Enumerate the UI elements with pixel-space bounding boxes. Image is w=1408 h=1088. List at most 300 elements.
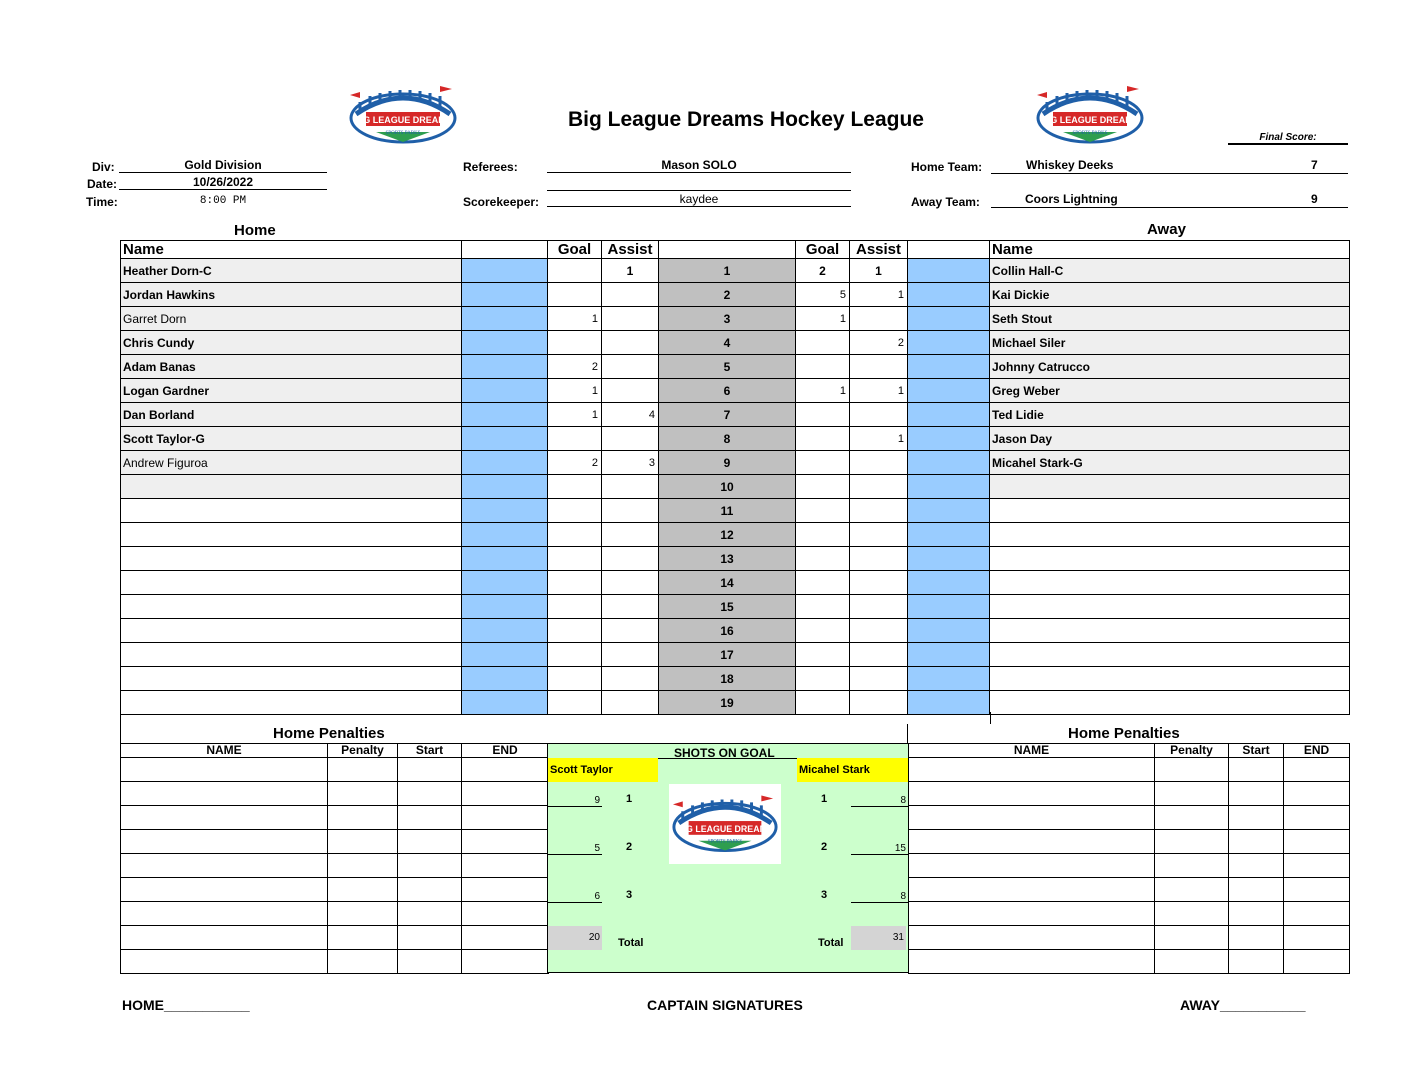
penalty-cell[interactable] xyxy=(462,806,549,830)
penalty-row xyxy=(121,878,549,902)
away-player-name: Greg Weber xyxy=(990,379,1350,403)
home-goal-cell: 2 xyxy=(548,451,602,475)
roster-row xyxy=(121,427,1350,451)
penalty-cell[interactable] xyxy=(1229,854,1284,878)
away-assist-header: Assist xyxy=(850,241,908,259)
away-blue-cell xyxy=(908,619,990,643)
roster-table xyxy=(120,240,1350,715)
penalty-cell[interactable] xyxy=(328,878,398,902)
penalty-cell[interactable] xyxy=(1229,830,1284,854)
away-blue-cell xyxy=(908,547,990,571)
home-blue-cell xyxy=(462,499,548,523)
home-blue-cell xyxy=(462,355,548,379)
penalty-row xyxy=(909,782,1350,806)
home-player-name xyxy=(121,475,462,499)
penalty-cell[interactable] xyxy=(328,926,398,950)
away-assist-cell xyxy=(850,355,908,379)
penalty-cell[interactable] xyxy=(1155,950,1229,974)
penalty-cell[interactable] xyxy=(1155,926,1229,950)
roster-row xyxy=(121,355,1350,379)
home-player-name xyxy=(121,691,462,715)
away-player-name xyxy=(990,595,1350,619)
home-assist-cell xyxy=(602,475,659,499)
home-goal-cell xyxy=(548,499,602,523)
roster-row xyxy=(121,283,1350,307)
home-team-label: Home Team: xyxy=(911,160,983,174)
away-assist-cell xyxy=(850,547,908,571)
away-player-name xyxy=(990,499,1350,523)
away-player-name: Ted Lidie xyxy=(990,403,1350,427)
number-header xyxy=(659,241,796,259)
roster-row xyxy=(121,451,1350,475)
away-blank-header xyxy=(908,241,990,259)
penalty-cell[interactable] xyxy=(1284,878,1350,902)
penalty-divider-stub xyxy=(907,724,908,744)
penalty-cell[interactable] xyxy=(1229,926,1284,950)
home-player-name: Garret Dorn xyxy=(121,307,462,331)
penalty-cell[interactable] xyxy=(1229,878,1284,902)
home-goal-cell xyxy=(548,643,602,667)
home-goalie-name: Scott Taylor xyxy=(548,758,658,782)
away-assist-cell: 1 xyxy=(850,379,908,403)
referees-second-line xyxy=(547,176,851,191)
away-assist-cell: 1 xyxy=(850,427,908,451)
roster-row xyxy=(121,475,1350,499)
home-assist-cell xyxy=(602,523,659,547)
svg-text:SPORTS PARKS: SPORTS PARKS xyxy=(707,839,743,845)
penalty-cell[interactable] xyxy=(328,830,398,854)
away-goal-cell xyxy=(796,619,850,643)
penalty-row xyxy=(121,806,549,830)
home-period-line xyxy=(548,854,602,855)
penalty-cell[interactable] xyxy=(1284,806,1350,830)
penalty-cell[interactable] xyxy=(121,950,328,974)
penalty-cell[interactable] xyxy=(909,878,1155,902)
away-penalties-table xyxy=(908,743,1350,974)
penalty-cell[interactable] xyxy=(121,758,328,782)
home-goal-cell xyxy=(548,691,602,715)
penalty-row xyxy=(121,854,549,878)
away-player-name: Micahel Stark-G xyxy=(990,451,1350,475)
away-pen-name-header: NAME xyxy=(909,744,1155,758)
row-number: 11 xyxy=(659,499,796,523)
penalty-cell[interactable] xyxy=(328,902,398,926)
svg-text:BIG LEAGUE DREAMS: BIG LEAGUE DREAMS xyxy=(1041,115,1139,125)
away-goal-cell: 1 xyxy=(796,307,850,331)
penalty-cell[interactable] xyxy=(909,926,1155,950)
home-team-line xyxy=(991,158,1348,174)
penalty-cell[interactable] xyxy=(398,782,462,806)
away-assist-cell xyxy=(850,691,908,715)
home-blue-cell xyxy=(462,643,548,667)
penalty-cell[interactable] xyxy=(398,902,462,926)
page-title: Big League Dreams Hockey League xyxy=(568,108,924,131)
penalty-cell[interactable] xyxy=(1155,758,1229,782)
home-goal-cell xyxy=(548,571,602,595)
penalty-cell[interactable] xyxy=(121,902,328,926)
away-period-line xyxy=(851,902,908,903)
home-assist-cell: 1 xyxy=(602,259,659,283)
away-player-name xyxy=(990,571,1350,595)
penalty-cell[interactable] xyxy=(1155,782,1229,806)
row-number: 14 xyxy=(659,571,796,595)
home-goal-cell xyxy=(548,523,602,547)
penalty-cell[interactable] xyxy=(398,758,462,782)
roster-row xyxy=(121,691,1350,715)
svg-text:SPORTS PARKS: SPORTS PARKS xyxy=(1072,131,1108,136)
penalty-row xyxy=(909,758,1350,782)
home-assist-cell xyxy=(602,379,659,403)
home-period-shots: 5 xyxy=(594,843,600,854)
penalty-cell[interactable] xyxy=(398,854,462,878)
home-blue-cell xyxy=(462,331,548,355)
away-score: 9 xyxy=(1311,192,1318,206)
away-player-name xyxy=(990,643,1350,667)
away-goal-cell xyxy=(796,475,850,499)
penalty-row xyxy=(121,926,549,950)
home-goal-cell xyxy=(548,547,602,571)
home-assist-header: Assist xyxy=(602,241,659,259)
away-player-name: Michael Siler xyxy=(990,331,1350,355)
penalty-row xyxy=(909,950,1350,974)
away-blue-cell xyxy=(908,379,990,403)
penalty-cell[interactable] xyxy=(1284,830,1350,854)
home-blue-cell xyxy=(462,427,548,451)
penalty-cell[interactable] xyxy=(121,926,328,950)
home-roster-title: Home xyxy=(234,222,276,239)
home-goal-cell: 1 xyxy=(548,379,602,403)
penalty-cell[interactable] xyxy=(909,758,1155,782)
home-blue-cell xyxy=(462,307,548,331)
penalty-cell[interactable] xyxy=(398,950,462,974)
roster-row xyxy=(121,331,1350,355)
penalty-cell[interactable] xyxy=(398,830,462,854)
penalty-cell[interactable] xyxy=(462,902,549,926)
away-blue-cell xyxy=(908,451,990,475)
away-goal-header: Goal xyxy=(796,241,850,259)
home-pen-name-header: NAME xyxy=(121,744,328,758)
away-goal-cell xyxy=(796,571,850,595)
away-assist-cell: 1 xyxy=(850,259,908,283)
home-player-name xyxy=(121,499,462,523)
home-player-name xyxy=(121,643,462,667)
away-shots-total: 31 xyxy=(851,926,906,950)
penalty-cell[interactable] xyxy=(328,758,398,782)
row-number: 1 xyxy=(659,259,796,283)
away-blue-cell xyxy=(908,427,990,451)
away-blue-cell xyxy=(908,643,990,667)
row-number: 6 xyxy=(659,379,796,403)
away-goal-cell xyxy=(796,523,850,547)
row-number: 16 xyxy=(659,619,796,643)
home-period-line xyxy=(548,806,602,807)
away-period-label: 3 xyxy=(821,889,828,901)
svg-text:BIG LEAGUE DREAMS: BIG LEAGUE DREAMS xyxy=(677,823,773,834)
home-period-label: 1 xyxy=(626,793,633,805)
away-goal-cell xyxy=(796,691,850,715)
away-goal-cell xyxy=(796,331,850,355)
home-player-name: Chris Cundy xyxy=(121,331,462,355)
away-goal-cell: 5 xyxy=(796,283,850,307)
time-value: 8:00 PM xyxy=(199,195,247,207)
away-player-name: Jason Day xyxy=(990,427,1350,451)
penalty-cell[interactable] xyxy=(462,782,549,806)
away-blue-cell xyxy=(908,667,990,691)
home-penalties-table xyxy=(120,743,549,974)
penalty-cell[interactable] xyxy=(1229,782,1284,806)
penalty-cell[interactable] xyxy=(1284,782,1350,806)
away-assist-cell xyxy=(850,523,908,547)
penalty-row xyxy=(909,902,1350,926)
roster-row xyxy=(121,643,1350,667)
home-total-label: Total xyxy=(618,937,644,949)
away-assist-cell: 1 xyxy=(850,283,908,307)
roster-row xyxy=(121,499,1350,523)
penalty-cell[interactable] xyxy=(909,806,1155,830)
away-blue-cell xyxy=(908,523,990,547)
away-player-name: Collin Hall-C xyxy=(990,259,1350,283)
penalty-cell[interactable] xyxy=(909,782,1155,806)
away-goal-cell xyxy=(796,499,850,523)
away-player-name: Johnny Catrucco xyxy=(990,355,1350,379)
away-blue-cell xyxy=(908,595,990,619)
away-period-line xyxy=(851,854,908,855)
row-number: 17 xyxy=(659,643,796,667)
home-team-value: Whiskey Deeks xyxy=(1026,158,1114,172)
away-penalties-title: Home Penalties xyxy=(1068,725,1180,742)
away-period-label: 2 xyxy=(821,841,828,853)
row-number: 15 xyxy=(659,595,796,619)
final-score-label: Final Score: xyxy=(1228,132,1348,145)
svg-text:BIG LEAGUE DREAMS: BIG LEAGUE DREAMS xyxy=(354,115,452,125)
away-blue-cell xyxy=(908,403,990,427)
row-number: 3 xyxy=(659,307,796,331)
home-assist-cell xyxy=(602,331,659,355)
home-goal-cell xyxy=(548,283,602,307)
away-assist-cell xyxy=(850,667,908,691)
home-blue-cell xyxy=(462,451,548,475)
home-goal-cell: 1 xyxy=(548,307,602,331)
away-period-shots: 15 xyxy=(894,843,906,854)
div-label: Div: xyxy=(92,160,115,174)
penalty-cell[interactable] xyxy=(909,950,1155,974)
home-score: 7 xyxy=(1311,158,1318,172)
home-player-name xyxy=(121,619,462,643)
roster-row xyxy=(121,619,1350,643)
penalty-cell[interactable] xyxy=(121,878,328,902)
home-assist-cell xyxy=(602,691,659,715)
roster-row xyxy=(121,379,1350,403)
penalty-cell[interactable] xyxy=(1284,854,1350,878)
penalty-cell[interactable] xyxy=(1155,878,1229,902)
penalty-cell[interactable] xyxy=(328,950,398,974)
away-assist-cell xyxy=(850,451,908,475)
roster-row xyxy=(121,403,1350,427)
home-player-name: Jordan Hawkins xyxy=(121,283,462,307)
penalty-cell[interactable] xyxy=(328,806,398,830)
away-blue-cell xyxy=(908,331,990,355)
away-player-name xyxy=(990,523,1350,547)
away-assist-cell xyxy=(850,475,908,499)
shots-title: SHOTS ON GOAL xyxy=(674,746,775,760)
league-logo-left xyxy=(346,84,460,151)
home-goal-cell xyxy=(548,595,602,619)
away-player-name xyxy=(990,475,1350,499)
row-number: 19 xyxy=(659,691,796,715)
away-goal-cell xyxy=(796,667,850,691)
away-player-name xyxy=(990,547,1350,571)
row-number: 12 xyxy=(659,523,796,547)
away-assist-cell: 2 xyxy=(850,331,908,355)
penalty-cell[interactable] xyxy=(398,806,462,830)
row-number: 7 xyxy=(659,403,796,427)
home-player-name xyxy=(121,571,462,595)
home-assist-cell xyxy=(602,307,659,331)
home-pen-penalty-header: Penalty xyxy=(328,744,398,758)
home-assist-cell xyxy=(602,427,659,451)
penalty-cell[interactable] xyxy=(1229,806,1284,830)
penalty-cell[interactable] xyxy=(909,902,1155,926)
penalty-cell[interactable] xyxy=(462,926,549,950)
home-penalties-title: Home Penalties xyxy=(273,725,385,742)
roster-row xyxy=(121,595,1350,619)
away-assist-cell xyxy=(850,643,908,667)
penalty-cell[interactable] xyxy=(462,854,549,878)
away-goal-cell xyxy=(796,595,850,619)
home-player-name xyxy=(121,595,462,619)
penalty-cell[interactable] xyxy=(1155,830,1229,854)
home-pen-end-header: END xyxy=(462,744,549,758)
penalty-cell[interactable] xyxy=(121,830,328,854)
away-signature: AWAY___________ xyxy=(1180,997,1306,1013)
home-goal-cell: 2 xyxy=(548,355,602,379)
home-blank-header xyxy=(462,241,548,259)
penalty-cell[interactable] xyxy=(398,926,462,950)
away-team-value: Coors Lightning xyxy=(1025,192,1118,206)
penalty-cell[interactable] xyxy=(121,806,328,830)
home-blue-cell xyxy=(462,619,548,643)
penalty-row xyxy=(121,902,549,926)
home-pen-start-header: Start xyxy=(398,744,462,758)
roster-row xyxy=(121,259,1350,283)
penalty-cell[interactable] xyxy=(462,878,549,902)
penalty-row xyxy=(121,758,549,782)
away-period-shots: 8 xyxy=(900,795,906,806)
home-player-name xyxy=(121,523,462,547)
penalty-cell[interactable] xyxy=(462,950,549,974)
home-period-shots: 9 xyxy=(594,795,600,806)
roster-row xyxy=(121,667,1350,691)
home-assist-cell xyxy=(602,619,659,643)
home-assist-cell xyxy=(602,643,659,667)
penalty-row xyxy=(909,806,1350,830)
away-blue-cell xyxy=(908,691,990,715)
roster-row xyxy=(121,307,1350,331)
row-number: 10 xyxy=(659,475,796,499)
penalty-cell[interactable] xyxy=(398,878,462,902)
penalty-cell[interactable] xyxy=(1284,950,1350,974)
penalty-cell[interactable] xyxy=(121,854,328,878)
home-player-name xyxy=(121,667,462,691)
penalty-cell[interactable] xyxy=(328,782,398,806)
row-number: 5 xyxy=(659,355,796,379)
away-goal-cell: 1 xyxy=(796,379,850,403)
div-value: Gold Division xyxy=(119,158,327,173)
penalty-row xyxy=(909,854,1350,878)
roster-divider-stub xyxy=(990,712,991,724)
away-pen-penalty-header: Penalty xyxy=(1155,744,1229,758)
away-assist-cell xyxy=(850,307,908,331)
away-roster-title: Away xyxy=(1147,221,1186,238)
away-player-name xyxy=(990,691,1350,715)
home-blue-cell xyxy=(462,403,548,427)
penalty-row xyxy=(909,830,1350,854)
home-assist-cell: 3 xyxy=(602,451,659,475)
row-number: 2 xyxy=(659,283,796,307)
row-number: 18 xyxy=(659,667,796,691)
home-assist-cell xyxy=(602,595,659,619)
away-pen-end-header: END xyxy=(1284,744,1350,758)
penalty-cell[interactable] xyxy=(1284,758,1350,782)
away-blue-cell xyxy=(908,283,990,307)
home-shots-total: 20 xyxy=(548,926,602,950)
away-player-name xyxy=(990,667,1350,691)
away-blue-cell xyxy=(908,259,990,283)
away-goalie-name: Micahel Stark xyxy=(797,758,908,782)
away-blue-cell xyxy=(908,475,990,499)
home-goal-cell: 1 xyxy=(548,403,602,427)
away-goal-cell: 2 xyxy=(796,259,850,283)
penalty-cell[interactable] xyxy=(1229,950,1284,974)
captain-signatures-label: CAPTAIN SIGNATURES xyxy=(647,997,803,1013)
penalty-cell[interactable] xyxy=(909,854,1155,878)
penalty-cell[interactable] xyxy=(462,758,549,782)
away-period-line xyxy=(851,806,908,807)
away-period-shots: 8 xyxy=(900,891,906,902)
penalty-cell[interactable] xyxy=(909,830,1155,854)
home-period-line xyxy=(548,902,602,903)
penalty-cell[interactable] xyxy=(1229,902,1284,926)
penalty-row xyxy=(909,926,1350,950)
penalty-cell[interactable] xyxy=(1284,926,1350,950)
penalty-cell[interactable] xyxy=(328,854,398,878)
penalty-cell[interactable] xyxy=(1229,758,1284,782)
penalty-row xyxy=(121,830,549,854)
penalty-cell[interactable] xyxy=(1155,806,1229,830)
home-blue-cell xyxy=(462,547,548,571)
penalty-cell[interactable] xyxy=(121,782,328,806)
away-assist-cell xyxy=(850,403,908,427)
home-player-name: Andrew Figuroa xyxy=(121,451,462,475)
home-blue-cell xyxy=(462,595,548,619)
penalty-cell[interactable] xyxy=(1155,854,1229,878)
penalty-cell[interactable] xyxy=(462,830,549,854)
home-assist-cell xyxy=(602,499,659,523)
row-number: 4 xyxy=(659,331,796,355)
row-number: 13 xyxy=(659,547,796,571)
home-blue-cell xyxy=(462,475,548,499)
penalty-cell[interactable] xyxy=(1284,902,1350,926)
penalty-cell[interactable] xyxy=(1155,902,1229,926)
home-blue-cell xyxy=(462,259,548,283)
roster-row xyxy=(121,571,1350,595)
penalty-row xyxy=(121,782,549,806)
shots-on-goal-panel xyxy=(547,743,909,973)
away-player-name: Seth Stout xyxy=(990,307,1350,331)
roster-left-edge xyxy=(120,712,121,744)
away-blue-cell xyxy=(908,307,990,331)
home-player-name xyxy=(121,547,462,571)
